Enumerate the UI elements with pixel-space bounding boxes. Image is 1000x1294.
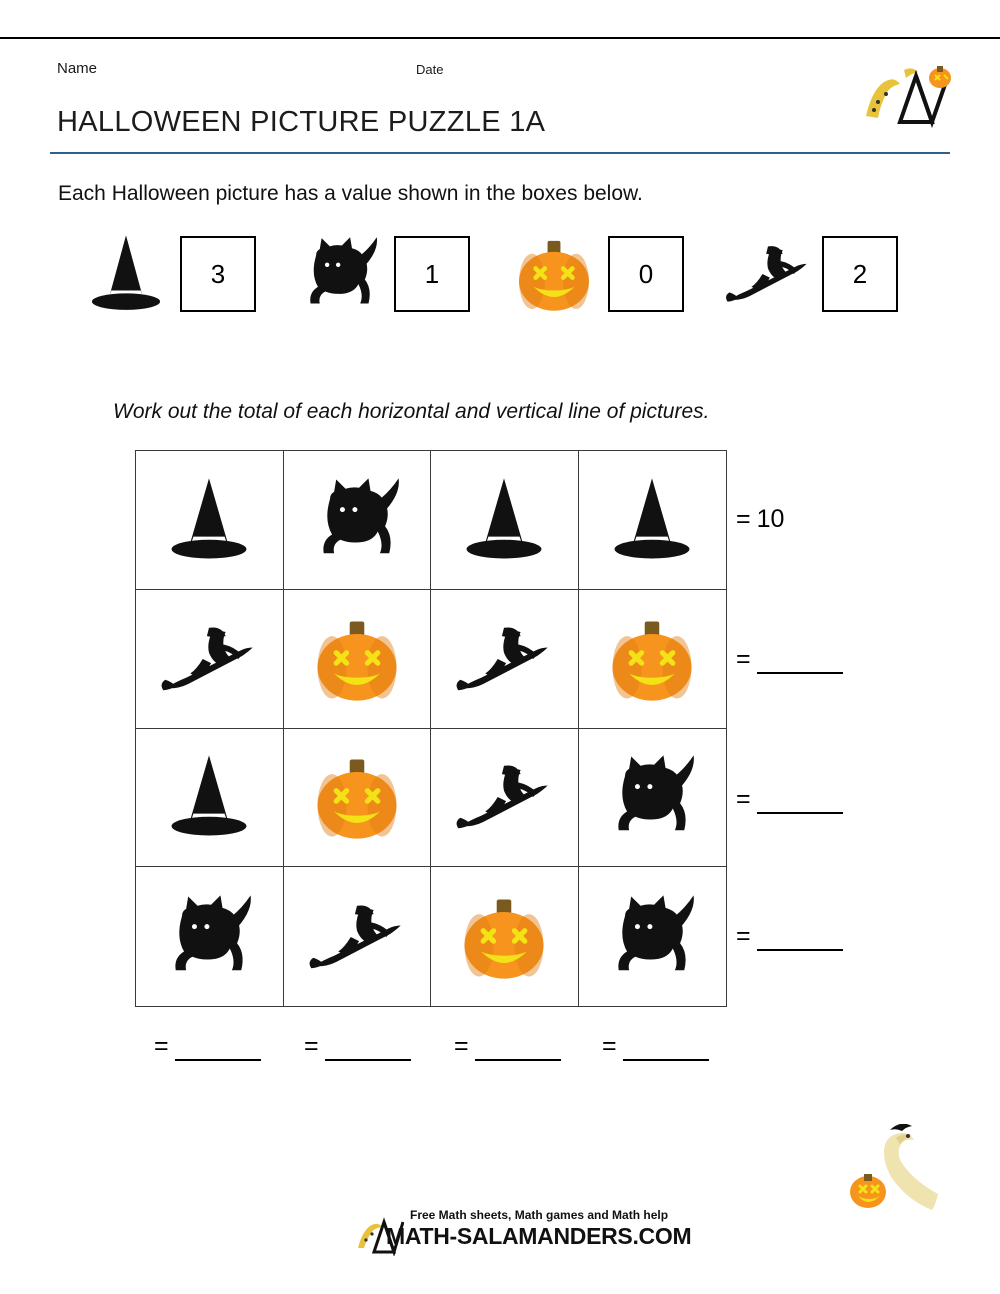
- pumpkin-icon: [452, 885, 556, 989]
- key-value-box: 2: [822, 236, 898, 312]
- equals-sign: =: [736, 785, 751, 813]
- equals-sign: =: [736, 922, 751, 950]
- black-cat-icon: [294, 228, 386, 320]
- grid-cell: [431, 451, 579, 590]
- pumpkin-icon: [305, 745, 409, 849]
- key-item-pumpkin: [508, 228, 684, 320]
- equals-sign: =: [602, 1032, 617, 1060]
- row-total-blank[interactable]: [757, 652, 843, 674]
- date-label: Date: [416, 62, 444, 77]
- equals-sign: =: [304, 1032, 319, 1060]
- row-total-4: [736, 922, 843, 951]
- grid-cell: [579, 451, 727, 590]
- column-total-2: [304, 1032, 411, 1061]
- grid-cell: [136, 729, 284, 868]
- witch-on-broom-icon: [722, 228, 814, 320]
- salamander-with-pumpkin-icon: [812, 1124, 942, 1219]
- equals-sign: =: [154, 1032, 169, 1060]
- top-divider: [0, 37, 1000, 39]
- black-cat-icon: [600, 885, 704, 989]
- name-label: Name: [57, 60, 98, 77]
- witch-on-broom-icon: [305, 885, 409, 989]
- key-value-box: 0: [608, 236, 684, 312]
- title-divider: [50, 152, 950, 154]
- grid-cell: [579, 729, 727, 868]
- salamander-logo-icon: [860, 60, 956, 130]
- footer: [356, 1208, 692, 1260]
- key-item-witch: [722, 228, 898, 320]
- column-total-blank[interactable]: [175, 1039, 261, 1061]
- witch-hat-icon: [157, 468, 261, 572]
- puzzle-grid: [135, 450, 727, 1007]
- witch-hat-icon: [600, 468, 704, 572]
- grid-cell: [431, 590, 579, 729]
- row-total-2: [736, 645, 843, 674]
- grid-cell: [136, 867, 284, 1006]
- witch-on-broom-icon: [452, 607, 556, 711]
- instruction-text: Work out the total of each horizontal and vertical line of pictures.: [113, 400, 710, 423]
- row-total-3: [736, 785, 843, 814]
- grid-cell: [284, 729, 432, 868]
- equals-sign: =: [736, 505, 751, 533]
- grid-cell: [579, 867, 727, 1006]
- pumpkin-icon: [305, 607, 409, 711]
- column-total-1: [154, 1032, 261, 1061]
- grid-cell: [136, 590, 284, 729]
- page-title: HALLOWEEN PICTURE PUZZLE 1A: [57, 106, 546, 138]
- footer-tagline: Free Math sheets, Math games and Math help: [410, 1208, 669, 1222]
- witch-hat-icon: [80, 228, 172, 320]
- column-total-3: [454, 1032, 561, 1061]
- key-value-box: 1: [394, 236, 470, 312]
- column-total-blank[interactable]: [623, 1039, 709, 1061]
- witch-hat-icon: [452, 468, 556, 572]
- grid-cell: [431, 729, 579, 868]
- witch-on-broom-icon: [157, 607, 261, 711]
- key-item-hat: [80, 228, 256, 320]
- key-value-box: 3: [180, 236, 256, 312]
- black-cat-icon: [305, 468, 409, 572]
- value-key-row: [80, 228, 910, 320]
- witch-hat-icon: [157, 745, 261, 849]
- row-total-blank[interactable]: [757, 929, 843, 951]
- grid-cell: [284, 867, 432, 1006]
- row-total-1: [736, 505, 784, 534]
- equals-sign: =: [736, 645, 751, 673]
- witch-on-broom-icon: [452, 745, 556, 849]
- key-item-cat: [294, 228, 470, 320]
- grid-cell: [284, 590, 432, 729]
- grid-cell: [284, 451, 432, 590]
- column-total-4: [602, 1032, 709, 1061]
- black-cat-icon: [600, 745, 704, 849]
- pumpkin-icon: [508, 228, 600, 320]
- equals-sign: =: [454, 1032, 469, 1060]
- column-total-blank[interactable]: [325, 1039, 411, 1061]
- row-total-blank[interactable]: [757, 792, 843, 814]
- grid-cell: [136, 451, 284, 590]
- black-cat-icon: [157, 885, 261, 989]
- grid-cell: [579, 590, 727, 729]
- footer-site[interactable]: MATH-SALAMANDERS.COM: [386, 1223, 692, 1249]
- grid-cell: [431, 867, 579, 1006]
- intro-text: Each Halloween picture has a value shown in the boxes below.: [58, 182, 643, 205]
- row-total-value: 10: [756, 505, 785, 533]
- pumpkin-icon: [600, 607, 704, 711]
- column-total-blank[interactable]: [475, 1039, 561, 1061]
- column-totals: [140, 1032, 740, 1082]
